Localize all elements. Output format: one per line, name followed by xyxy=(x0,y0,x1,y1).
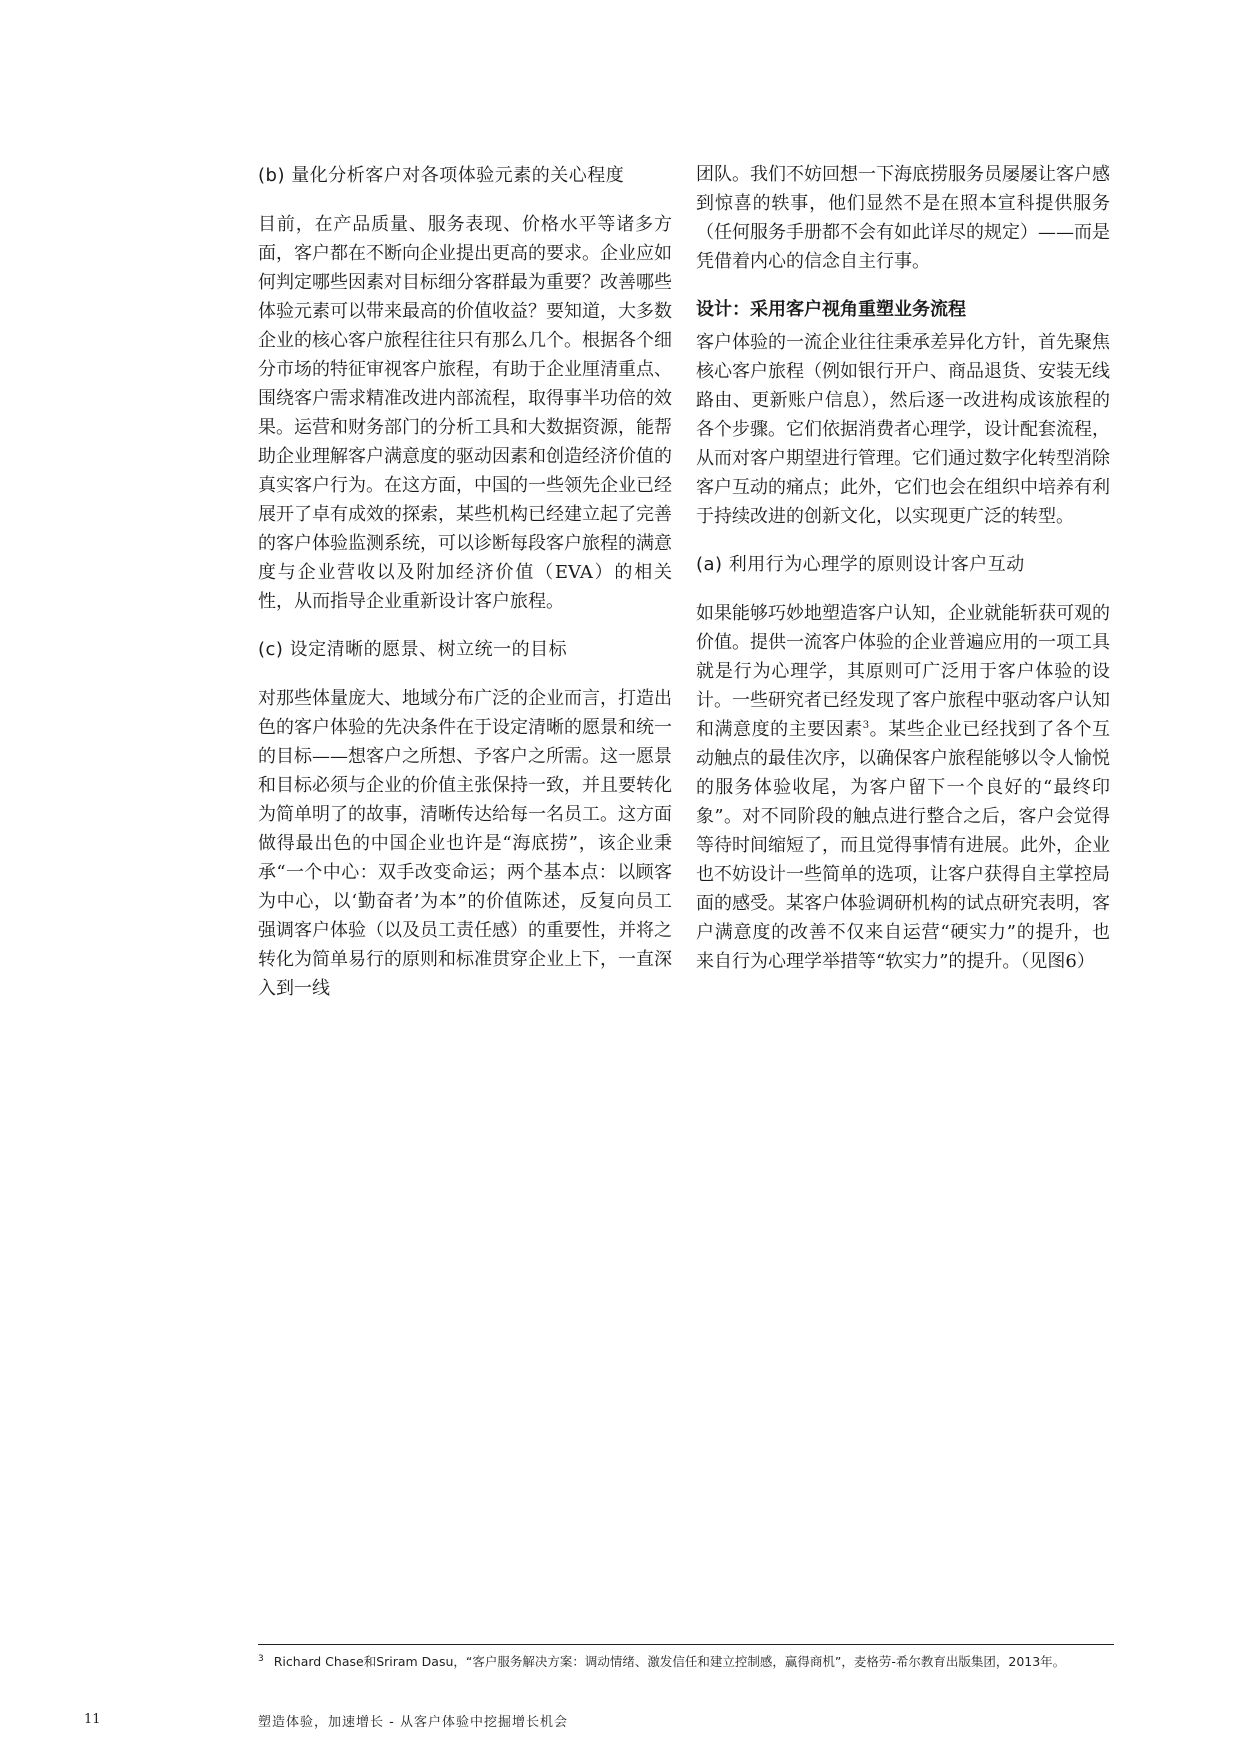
subheading-c: (c) 设定清晰的愿景、树立统一的目标 xyxy=(258,639,568,660)
paragraph-b: 目前，在产品质量、服务表现、价格水平等诸多方面，客户都在不断向企业提出更高的要求。企业应如何判定哪些因素对目标细分客群最为重要？改善哪些体验元素可以带来最高的价值收益？要知道，大多数企业的核心客户旅程往往只有那么几个。根据各个细分市场的特征审视客户旅程，有助于企业厘清重点、围绕客户需求精准改进内部流程，取得事半功倍的效果。运营和财务部门的分析工具和大数据资源，能帮助企业理解客户满意度的驱动因素和创造经济价值的真实客户行为。在这方面，中国的一些领先企业已经展开了卓有成效的探索，某些机构已经建立起了完善的客户体验监测系统，可以诊断每段客户旅程的满意度与企业营收以及附加经济价值（EVA）的相关性，从而指导企业重新设计客户旅程。 xyxy=(258,214,672,612)
paragraph-a-part2: 。某些企业已经找到了各个互动触点的最佳次序，以确保客户旅程能够以令人愉悦的服务体验收尾，为客户留下一个良好的“最终印象”。对不同阶段的触点进行整合之后，客户会觉得等待时间缩短了，而且觉得事情有进展。此外，企业也不妨设计一些简单的选项，让客户获得自主掌控局面的感受。某客户体验调研机构的试点研究表明，客户满意度的改善不仅来自运营“硬实力”的提升，也来自行为心理学举措等“软实力”的提升。（见图6） xyxy=(696,719,1111,972)
footnote-text: Richard Chase和Sriram Dasu，“客户服务解决方案：调动情绪、激发信任和建立控制感，赢得商机”，麦格劳-希尔教育出版集团，2013年。 xyxy=(273,1654,1066,1670)
running-title: 塑造体验，加速增长 - 从客户体验中挖掘增长机会 xyxy=(258,1715,568,1730)
page-number: 11 xyxy=(84,1712,101,1727)
footnote-number: 3 xyxy=(258,1654,264,1664)
subheading-a: (a) 利用行为心理学的原则设计客户互动 xyxy=(696,554,1025,575)
paragraph-a xyxy=(696,599,1110,976)
footnote-divider xyxy=(258,1644,1114,1645)
section-heading-design: 设计：采用客户视角重塑业务流程 xyxy=(696,299,966,320)
right-column xyxy=(696,160,1110,994)
paragraph-a-part1: 如果能够巧妙地塑造客户认知，企业就能斩获可观的价值。提供一流客户体验的企业普遍应用的一项工具就是行为心理学，其原则可广泛用于客户体验的设计。一些研究者已经发现了客户旅程中驱动客户认知和满意度的主要因素 xyxy=(696,603,1110,740)
paragraph-continued: 团队。我们不妨回想一下海底捞服务员屡屡让客户感到惊喜的轶事，他们显然不是在照本宣科提供服务（任何服务手册都不会有如此详尽的规定）——而是凭借着内心的信念自主行事。 xyxy=(696,164,1110,272)
subheading-b: (b) 量化分析客户对各项体验元素的关心程度 xyxy=(258,165,625,186)
paragraph-design: 客户体验的一流企业往往秉承差异化方针，首先聚焦核心客户旅程（例如银行开户、商品退货、安装无线路由、更新账户信息），然后逐一改进构成该旅程的各个步骤。它们依据消费者心理学，设计配套流程，从而对客户期望进行管理。它们通过数字化转型消除客户互动的痛点；此外，它们也会在组织中培养有利于持续改进的创新文化，以实现更广泛的转型。 xyxy=(696,332,1110,527)
footnote xyxy=(258,1650,1118,1671)
footnote-ref: 3 xyxy=(862,720,870,731)
left-column xyxy=(258,160,672,1021)
paragraph-c: 对那些体量庞大、地域分布广泛的企业而言，打造出色的客户体验的先决条件在于设定清晰的愿景和统一的目标——想客户之所想、予客户之所需。这一愿景和目标必须与企业的价值主张保持一致，并且要转化为简单明了的故事，清晰传达给每一名员工。这方面做得最出色的中国企业也许是“海底捞”，该企业秉承“一个中心：双手改变命运；两个基本点：以顾客为中心，以‘勤奋者’为本”的价值陈述，反复向员工强调客户体验（以及员工责任感）的重要性，并将之转化为简单易行的原则和标准贯穿企业上下，一直深入到一线 xyxy=(258,688,672,999)
